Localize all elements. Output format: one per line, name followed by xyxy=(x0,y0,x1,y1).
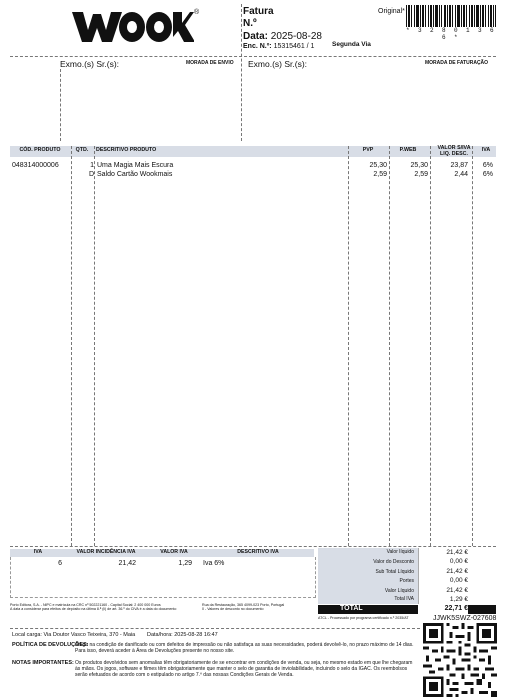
summary-label: Valor do Desconto xyxy=(373,559,414,565)
col-code: CÓD. PRODUTO xyxy=(19,147,61,153)
col-sep xyxy=(389,146,390,546)
document-number-label: N.º xyxy=(243,18,257,29)
load-place: Local carga: Via Doutor Vasco Teixeira, 370 - Maia xyxy=(12,632,136,638)
col-pvp: PVP xyxy=(362,147,374,153)
order-number: Enc. N.º: 15315461 / 1 xyxy=(243,43,315,50)
item-desc: Uma Magia Mais Escura xyxy=(97,162,174,169)
load-datetime: Data/hora: 2025-08-28 16:47 xyxy=(147,632,218,638)
summary-label: Total IVA xyxy=(394,596,414,602)
vat-table-header: IVA VALOR INCIDÊNCIA IVA VALOR IVA DESCRITIVO IVA xyxy=(10,549,314,557)
table-bottom-divider xyxy=(10,546,496,547)
original-label: Original* xyxy=(378,8,405,15)
returns-policy-label: POLÍTICA DE DEVOLUÇÕES: xyxy=(12,642,89,648)
summary-value: 0,00 € xyxy=(449,558,468,565)
company-address: Rua da Restauração, 365 4099-023 Porto, Portugal xyxy=(202,603,285,607)
item-pvp: 2,59 xyxy=(373,171,387,178)
item-qty: 1 xyxy=(90,162,94,169)
copy-label: Segunda Via xyxy=(332,41,371,48)
discount-note: 0 - Valores de desconto no documento xyxy=(202,607,264,611)
header-divider xyxy=(10,56,496,57)
summary-value: 21,42 € xyxy=(446,568,468,575)
item-pvp: 25,30 xyxy=(369,162,387,169)
important-notes-label: NOTAS IMPORTANTES: xyxy=(12,660,74,666)
col-desc: DESCRITIVO PRODUTO xyxy=(96,147,157,153)
address-left-border xyxy=(60,69,61,141)
barcode-number: * 3 2 8 0 1 3 6 6 * xyxy=(406,27,497,41)
total-label: TOTAL xyxy=(340,605,363,612)
qr-code-image xyxy=(423,623,497,697)
address-divider xyxy=(241,4,242,141)
item-net: 23,87 xyxy=(450,162,468,169)
summary-value: 21,42 € xyxy=(446,587,468,594)
col-pweb: P.WEB xyxy=(399,147,417,153)
col-sep xyxy=(430,146,431,546)
wook-logo xyxy=(70,8,194,46)
important-notes-text: Os produtos devolvidos sem anomalias têm obrigatoriamente de se encontrar em condições de venda, ou seja, no mesmo estado em que lhe chegaram às mãos. Os jogos, software e filmes têm obrigatoriamente que manter o selo de garantia de inviolabilidade, incluindo o selo da IGAC. Os reembolsos serão efetuados de acordo com o estipulado no artigo 7.º das nossas Condições Gerais de Venda. xyxy=(75,660,413,678)
total-value: 22,71 € xyxy=(418,605,468,614)
company-info: Porto Editora, S.A. - NIPC e matrícula na CRC nº 502221160 - Capital Social: 2 400 000 Euros xyxy=(10,603,161,607)
item-vat: 6% xyxy=(482,171,493,178)
vat-base: 21,42 xyxy=(118,560,136,567)
ship-address-label: Exmo.(s) Sr.(s): xyxy=(60,59,120,69)
summary-value: 21,42 € xyxy=(446,549,468,556)
summary-value: 0,00 € xyxy=(449,577,468,584)
footer-divider xyxy=(10,628,420,629)
vat-rate: 6 xyxy=(58,560,62,567)
summary-label: Valor líquido xyxy=(386,549,414,555)
item-pweb: 2,59 xyxy=(414,171,428,178)
summary-value: 1,29 € xyxy=(449,596,468,603)
software-certification: ATCL - Processado por programa certificado n.º 2035/AT xyxy=(318,616,409,620)
document-type: Fatura xyxy=(243,6,274,17)
vat-desc: Iva 6% xyxy=(203,560,225,567)
item-qty: D xyxy=(88,171,94,178)
bill-address-tag: MORADA DE FATURAÇÃO xyxy=(425,60,489,66)
item-desc: Saldo Cartão Wookmais xyxy=(97,171,173,178)
item-vat: 6% xyxy=(482,162,493,169)
items-table-header xyxy=(10,146,496,157)
col-qty: QTD. xyxy=(75,147,89,153)
col-vat: IVA xyxy=(481,147,491,153)
col-sep xyxy=(71,146,72,546)
registered-mark: ® xyxy=(194,9,200,16)
item-pweb: 25,30 xyxy=(410,162,428,169)
returns-policy-text: Artigo na condição de danificado ou com defeitos de impressão ou não satisfaça as suas necessidades, poderá devolvê-lo, no prazo máximo de 14 dias. Para isso, deverá aceder à Área de Devoluções presente no nosso site. xyxy=(75,642,414,654)
col-sep xyxy=(94,146,95,546)
item-net: 2,44 xyxy=(454,171,468,178)
vat-table-box xyxy=(10,557,316,598)
item-code: 048314000006 xyxy=(12,162,59,169)
company-info: A data a considerar para efeitos de depósito na última 8.ª (ii) de art. 36.º do CIVA é a data do documento xyxy=(10,607,177,611)
atcud-code: JJWK5SWZ-027608 xyxy=(433,615,497,622)
summary-label: Valor Líquido xyxy=(384,588,414,594)
bill-address-label: Exmo.(s) Sr.(s): xyxy=(248,59,308,69)
vat-value: 1,29 xyxy=(178,560,192,567)
col-net: VALOR S/IVA LIQ. DESC. xyxy=(437,145,471,157)
col-sep xyxy=(348,146,349,546)
ship-address-tag: MORADA DE ENVIO xyxy=(186,60,234,66)
document-date: Data: 2025-08-28 xyxy=(243,31,322,42)
col-sep xyxy=(472,146,473,546)
barcode-image xyxy=(406,5,496,27)
summary-label: Sub Total Líquido xyxy=(375,569,414,575)
summary-label: Portes xyxy=(399,578,414,584)
